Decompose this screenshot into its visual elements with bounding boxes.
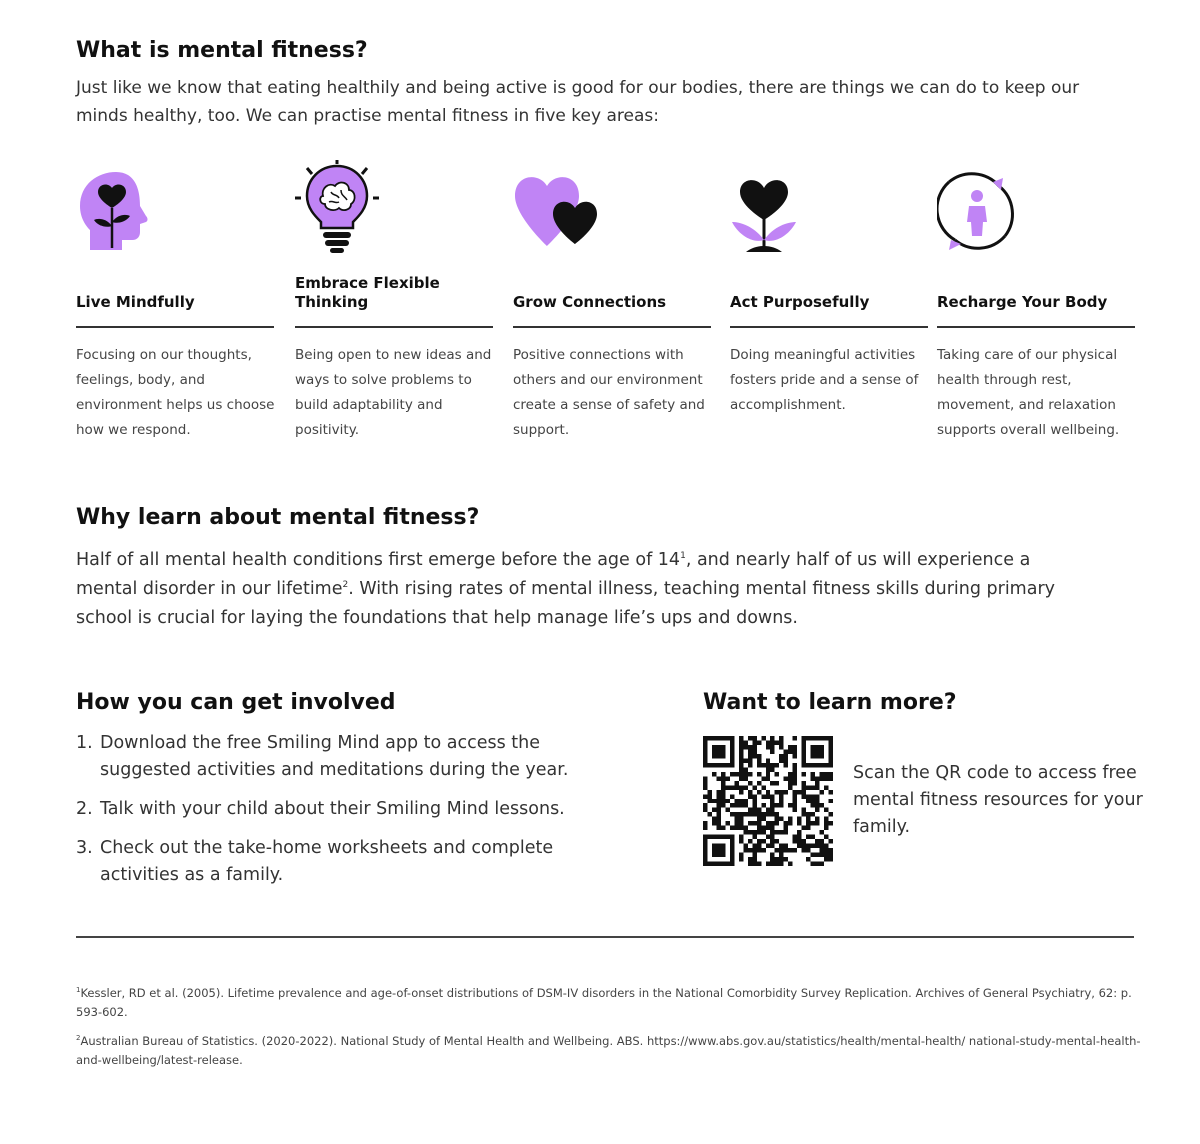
section-heading-what: What is mental fitness?: [76, 38, 368, 63]
why-text-part: , and nearly half of us will experience a mental disorder in our lifetime: [76, 550, 1031, 599]
footnote-divider: [76, 936, 1134, 938]
section-heading-learn-more: Want to learn more?: [703, 690, 957, 715]
step-text: Check out the take-home worksheets and complete activities as a family.: [100, 838, 554, 885]
area-divider: [513, 326, 711, 328]
area-description: Being open to new ideas and ways to solve problems to build adaptability and positivity.: [295, 347, 492, 438]
section-heading-involved: How you can get involved: [76, 690, 396, 715]
footnote-text: Kessler, RD et al. (2005). Lifetime prevalence and age-of-onset distributions of DSM-IV disorders in the National Comorbidity Survey Replication. Archives of General Psychiatry, 62: p. 593-602.: [76, 986, 1132, 1019]
qr-code-icon[interactable]: [703, 736, 833, 866]
list-item: [76, 730, 636, 784]
area-divider: [295, 326, 493, 328]
footnote-ref: 1: [680, 551, 686, 562]
steps-list: [76, 730, 636, 901]
why-text-part: Half of all mental health conditions first emerge before the age of 14: [76, 550, 681, 570]
area-title: Embrace Flexible Thinking: [295, 274, 440, 311]
area-title: Live Mindfully: [76, 293, 195, 311]
area-title: Grow Connections: [513, 293, 667, 311]
section-heading-why: Why learn about mental fitness?: [76, 505, 480, 530]
qr-instructions: Scan the QR code to access free mental fitness resources for your family.: [853, 763, 1143, 837]
person-cycle-icon: [937, 160, 1017, 260]
step-number: 1.: [76, 733, 93, 753]
list-item: [76, 835, 636, 889]
area-description: Taking care of our physical health through rest, movement, and relaxation supports overall wellbeing.: [937, 347, 1120, 438]
area-divider: [730, 326, 928, 328]
footnote-ref: 2: [342, 580, 349, 591]
area-divider: [76, 326, 274, 328]
footnote-text: Australian Bureau of Statistics. (2020-2022). National Study of Mental Health and Wellbeing. ABS. https://www.abs.gov.au/statistics/health/mental-health/ national-study-mental-health-and-wellbeing/latest-release.: [76, 1034, 1141, 1067]
footnote-mark: 1: [76, 986, 81, 995]
footnotes: [76, 984, 1141, 1070]
heart-flower-icon: [730, 160, 810, 260]
why-text-part: . With rising rates of mental illness, teaching mental fitness skills during primary school is crucial for laying the foundations that help manage life’s ups and downs.: [76, 579, 1056, 628]
step-number: 2.: [76, 799, 93, 819]
footnote: [76, 1032, 1141, 1070]
step-text: Talk with your child about their Smiling Mind lessons.: [100, 799, 565, 819]
two-hearts-icon: [513, 160, 593, 260]
area-title: Act Purposefully: [730, 293, 870, 311]
intro-paragraph: Just like we know that eating healthily and being active is good for our bodies, there are things we can do to keep our minds healthy, too. We can practise mental fitness in five key areas:: [76, 78, 1080, 126]
list-item: [76, 796, 636, 823]
footnote-mark: 2: [76, 1034, 81, 1043]
step-text: Download the free Smiling Mind app to access the suggested activities and meditations during the year.: [100, 733, 569, 780]
area-divider: [937, 326, 1135, 328]
footnote: [76, 984, 1141, 1022]
area-title: Recharge Your Body: [937, 293, 1108, 311]
step-number: 3.: [76, 838, 93, 858]
why-paragraph: [76, 546, 1096, 633]
head-heart-plant-icon: [76, 160, 156, 260]
area-description: Doing meaningful activities fosters pride and a sense of accomplishment.: [730, 347, 919, 413]
area-description: Focusing on our thoughts, feelings, body, and environment helps us choose how we respond.: [76, 347, 275, 438]
lightbulb-brain-icon: [295, 160, 375, 260]
area-description: Positive connections with others and our environment create a sense of safety and support.: [513, 347, 705, 438]
